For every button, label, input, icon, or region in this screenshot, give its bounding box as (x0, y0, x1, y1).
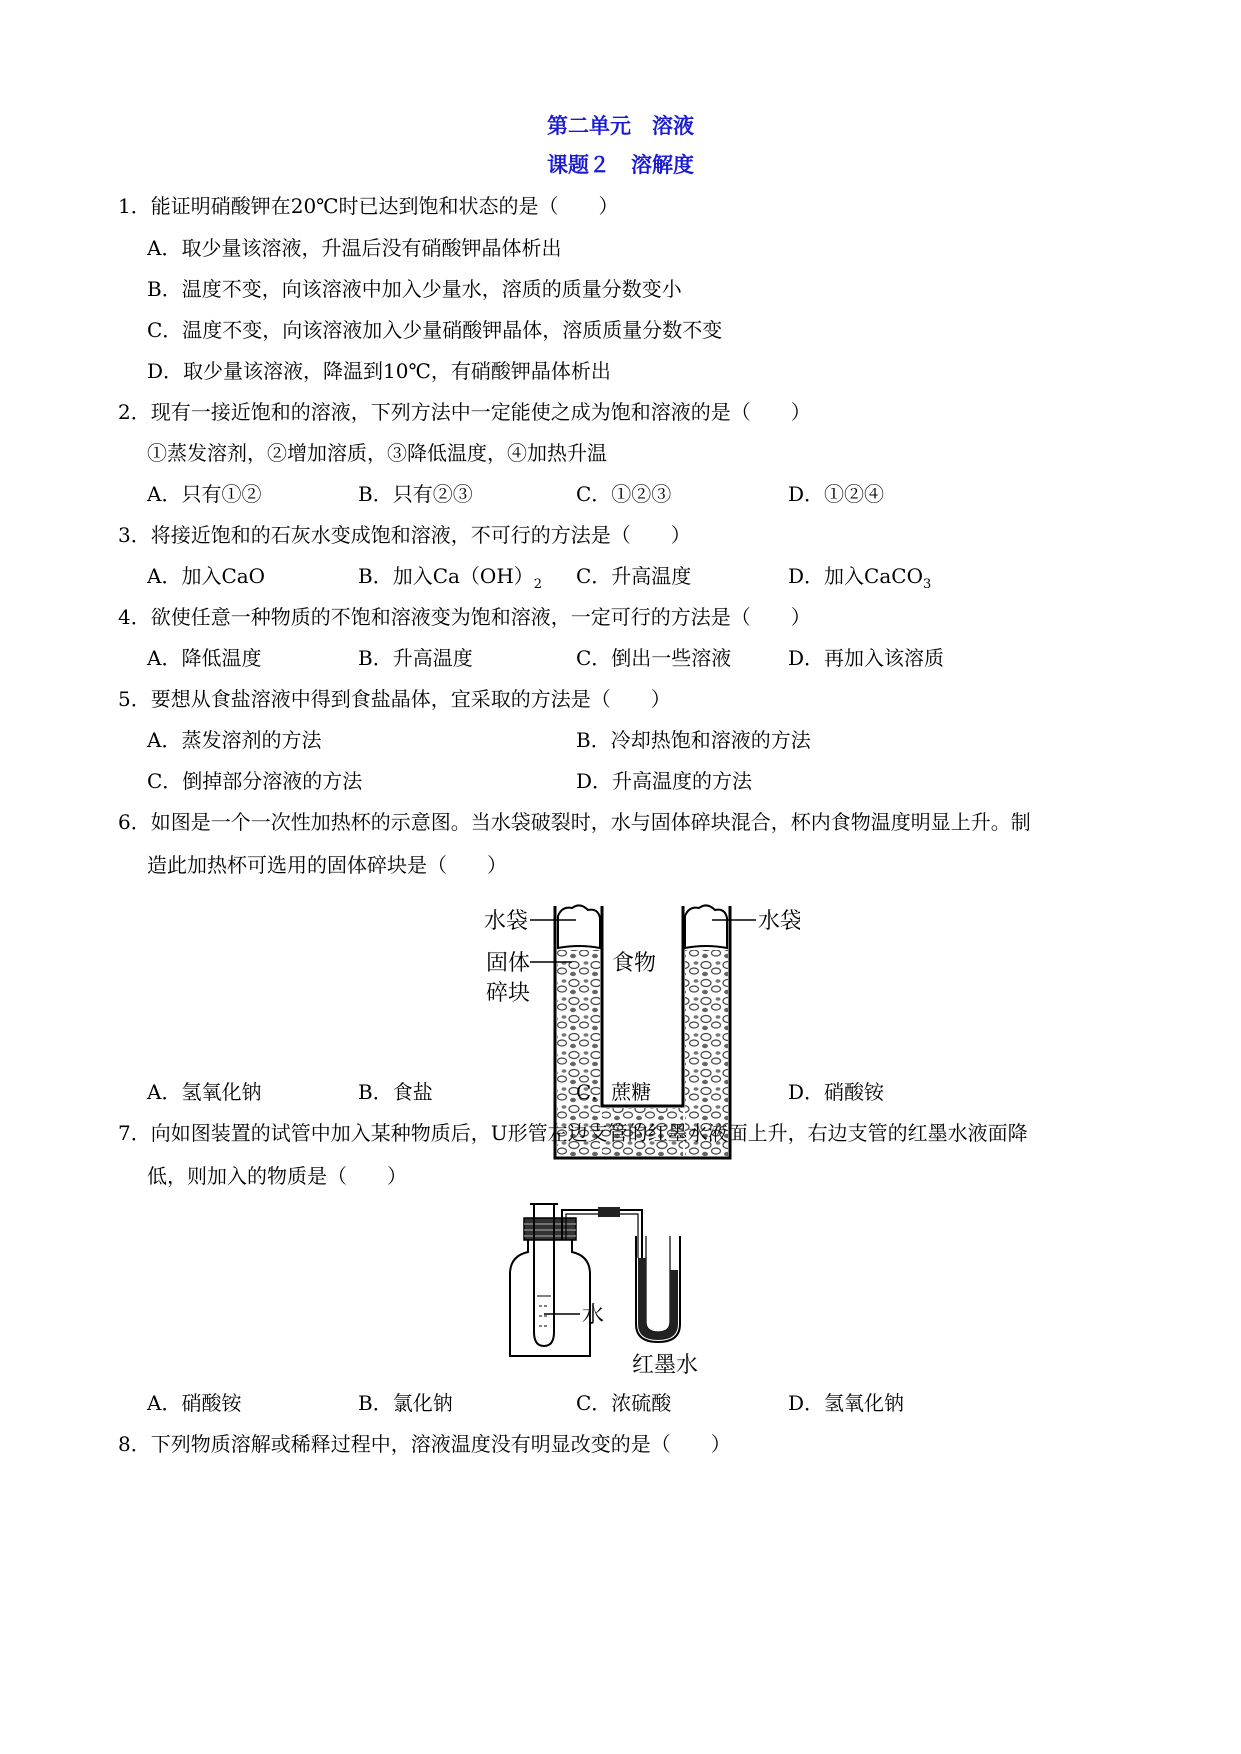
u-tube-inner (646, 1236, 670, 1332)
question-7-stem-line-1: 7．向如图装置的试管中加入某种物质后，U形管左边支管的红墨水液面上升，右边支管的红墨水液面降 (118, 1121, 1028, 1145)
question-7-option-c: C．浓硫酸 (576, 1391, 672, 1415)
question-2-option-b: B．只有②③ (358, 482, 473, 506)
question-8-stem: 8．下列物质溶解或稀释过程中，溶液温度没有明显改变的是（ ） (118, 1432, 731, 1456)
question-3-option-b (358, 560, 542, 592)
unit-title: 第二单元 溶液 (547, 113, 694, 138)
solid-label-line-1: 固体 (486, 951, 531, 976)
question-3-option-a: A．加入CaO (147, 564, 266, 588)
question-5-option-b: B．冷却热饱和溶液的方法 (576, 728, 811, 752)
question-6-option-d: D．硝酸铵 (788, 1080, 885, 1104)
question-3-option-b-text: B．加入Ca（OH） (358, 564, 534, 588)
question-4-option-c: C．倒出一些溶液 (576, 646, 732, 670)
question-7-option-b: B．氯化钠 (358, 1391, 453, 1415)
question-1-option-b: B．温度不变，向该溶液中加入少量水，溶质的质量分数变小 (147, 277, 682, 301)
water-bag-left (558, 905, 600, 948)
question-6-stem-line-2: 造此加热杯可选用的固体碎块是（ ） (147, 853, 507, 877)
lesson-title: 课题２ 溶解度 (547, 152, 694, 177)
question-6-stem-line-1: 6．如图是一个一次性加热杯的示意图。当水袋破裂时，水与固体碎块混合，杯内食物温度明显上升。制 (118, 810, 1031, 834)
question-1-option-d: D．取少量该溶液，降温到10℃，有硝酸钾晶体析出 (147, 359, 611, 383)
question-3-option-c: C．升高温度 (576, 564, 692, 588)
connecting-tube-inner (566, 1214, 638, 1258)
question-7-stem-line-2: 低，则加入的物质是（ ） (147, 1164, 407, 1188)
question-6-option-b: B．食盐 (358, 1080, 433, 1104)
u-tube-apparatus-diagram (500, 1196, 750, 1376)
question-3-stem: 3．将接近饱和的石灰水变成饱和溶液，不可行的方法是（ ） (118, 523, 691, 547)
question-2-option-d: D．①②④ (788, 482, 885, 506)
red-ink-label: 红墨水 (632, 1353, 699, 1376)
question-2-stem: 2．现有一接近饱和的溶液，下列方法中一定能使之成为饱和溶液的是（ ） (118, 400, 811, 424)
food-label: 食物 (612, 951, 657, 976)
question-4-option-b: B．升高温度 (358, 646, 473, 670)
solid-label-line-2: 碎块 (486, 981, 531, 1006)
question-6-option-a: A．氢氧化钠 (147, 1080, 262, 1104)
question-3-option-b-subscript: 2 (533, 577, 543, 592)
rubber-stopper (524, 1218, 576, 1240)
question-2-methods: ①蒸发溶剂，②增加溶质，③降低温度，④加热升温 (147, 441, 607, 465)
question-7-option-d: D．氢氧化钠 (788, 1391, 905, 1415)
water-label: 水 (582, 1303, 605, 1328)
question-5-option-c: C．倒掉部分溶液的方法 (147, 769, 363, 793)
question-7-option-a: A．硝酸铵 (147, 1391, 242, 1415)
question-4-stem: 4．欲使任意一种物质的不饱和溶液变为饱和溶液，一定可行的方法是（ ） (118, 605, 811, 629)
question-1-option-c: C．温度不变，向该溶液加入少量硝酸钾晶体，溶质质量分数不变 (147, 318, 723, 342)
question-3-option-d (788, 560, 931, 592)
question-1-stem: 1．能证明硝酸钾在20℃时已达到饱和状态的是（ ） (118, 194, 619, 218)
red-ink (638, 1258, 678, 1340)
u-tube-apparatus-svg (500, 1196, 750, 1376)
question-4-option-a: A．降低温度 (147, 646, 262, 670)
right-bag-label: 水袋 (758, 909, 800, 934)
question-5-stem: 5．要想从食盐溶液中得到食盐晶体，宜采取的方法是（ ） (118, 687, 671, 711)
question-3-option-d-subscript: 3 (922, 577, 932, 592)
question-5-option-d: D．升高温度的方法 (576, 769, 753, 793)
question-2-option-a: A．只有①② (147, 482, 262, 506)
question-6-option-c: C．蔗糖 (576, 1080, 652, 1104)
water-bag-right (685, 905, 727, 948)
rubber-connector (598, 1207, 620, 1217)
question-2-option-c: C．①②③ (576, 482, 672, 506)
question-5-option-a: A．蒸发溶剂的方法 (147, 728, 322, 752)
left-bag-label: 水袋 (484, 909, 529, 934)
question-1-option-a: A．取少量该溶液，升温后没有硝酸钾晶体析出 (147, 236, 562, 260)
question-4-option-d: D．再加入该溶质 (788, 646, 945, 670)
question-3-option-d-text: D．加入CaCO (788, 564, 923, 588)
